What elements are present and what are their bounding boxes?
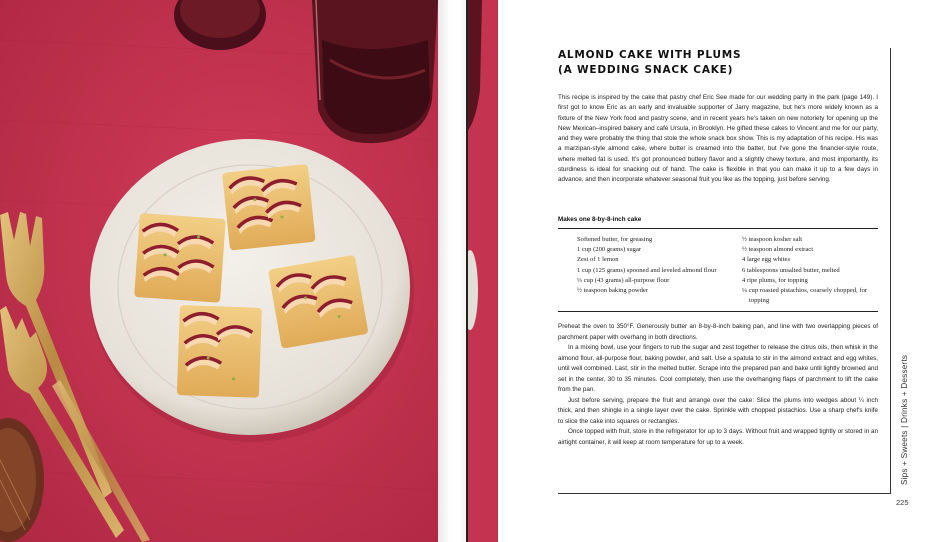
ingredients-bottom-rule: [558, 311, 878, 312]
cake-square: [134, 213, 226, 303]
book-gutter: [438, 0, 468, 542]
ingredient-item: ½ teaspoon kosher salt: [742, 236, 803, 243]
method-step: Once topped with fruit, store in the refrigerator for up to 3 days. Without fruit and wrapped tightly or stored in an airtight container, it will keep at room temperature for up to a week.: [558, 428, 878, 446]
recipe-title: [558, 48, 878, 78]
food-photo: [0, 0, 438, 542]
ingredient-item: 4 large egg whites: [742, 256, 791, 264]
ingredient-item: ¼ cup roasted pistachios, coarsely chopped, for topping: [742, 287, 868, 305]
ingredient-item: 1 cup (200 grams) sugar: [577, 246, 642, 254]
ingredient-item: 4 ripe plums, for topping: [742, 276, 808, 284]
method-step: In a mixing bowl, use your fingers to rub the sugar and zest together to release the citrus oils, then whisk in the almond flour, all-purpose flour, baking powder, and salt. Use a spatula to stir in the almond extract and egg whites, until well combined. Last, stir in the melted butter. Scrape into the prepared pan and bake until lightly browned and set in the center, 30 to 35 minutes. Cool completely, then use the overhanging flaps of parchment to lift the cake from the pan.: [558, 344, 878, 393]
recipe-page: [498, 0, 937, 542]
page-number: 225: [896, 498, 909, 507]
ingredient-item: 1 cup (125 grams) spooned and leveled almond flour: [577, 266, 717, 274]
recipe-title-line-2: (A WEDDING SNACK CAKE): [558, 64, 734, 76]
food-photo-illustration: [0, 0, 438, 542]
ingredient-item: 6 tablespoons unsalted butter, melted: [742, 266, 840, 274]
next-page-photo-edge: [468, 0, 498, 542]
recipe-method: [558, 322, 878, 448]
recipe-title-line-1: ALMOND CAKE WITH PLUMS: [558, 49, 742, 61]
cake-square: [177, 305, 262, 398]
cake-square: [222, 164, 316, 251]
method-step: Just before serving, prepare the fruit and arrange over the cake: Slice the plums into wedges about ¼ inch thick, and then shingle in a single layer over the cake. Sprinkle with chopped pistachios. Use a sharp chef's knife to slice the cake into squares or rectangles.: [558, 396, 878, 425]
ingredient-item: ½ teaspoon baking powder: [577, 287, 649, 295]
ingredient-item: ⅓ cup (43 grams) all-purpose flour: [577, 276, 670, 284]
footer-rule: [558, 493, 891, 494]
ingredients-top-rule: [558, 228, 878, 229]
method-step: Preheat the oven to 350°F. Generously butter an 8-by-8-inch baking pan, and line with two overlapping pieces of parchment paper with overhang in both directions.: [558, 323, 878, 341]
ingredients-left-column: [577, 235, 717, 296]
ingredients-right-column: [742, 235, 878, 306]
cake-square: [268, 255, 369, 349]
margin-vertical-rule: [890, 48, 891, 494]
recipe-intro: This recipe is inspired by the cake that pastry chef Eric See made for our wedding party in the park (page 149). I first got to know Eric as an early and invaluable supporter of Jarry magazine, but he's more widely known as a fixture of the New York food and pastry scene, and in recent years he's taken on new notoriety for opening up the New Mexican–inspired bakery and café Ursula, in Brooklyn. He gifted these cakes to Vincent and me for our party, and they were probably the thing that stole the whole snack box show. This is my adaptation of his recipe. His was a marzipan-style almond cake, where butter is creamed into the batter, but I've gone the financier-style route, where melted fat is used. It's got pronounced buttery flavor and a slightly chewy texture, and most importantly, its sturdiness is ideal for snacking out of hand. The cake is flexible in that you can make it up to a few days in advance, and then incorporate whatever seasonal fruit you like as the topping, just before serving.: [558, 94, 878, 184]
running-head: Sips + Sweets | Drinks + Desserts: [900, 354, 909, 485]
wine-glass-icon: [312, 0, 438, 143]
ingredient-item: Softened butter, for greasing: [577, 236, 653, 243]
ingredient-item: ½ teaspoon almond extract: [742, 246, 814, 254]
ingredient-item: Zest of 1 lemon: [577, 256, 619, 264]
recipe-yield: Makes one 8-by-8-inch cake: [558, 216, 642, 223]
